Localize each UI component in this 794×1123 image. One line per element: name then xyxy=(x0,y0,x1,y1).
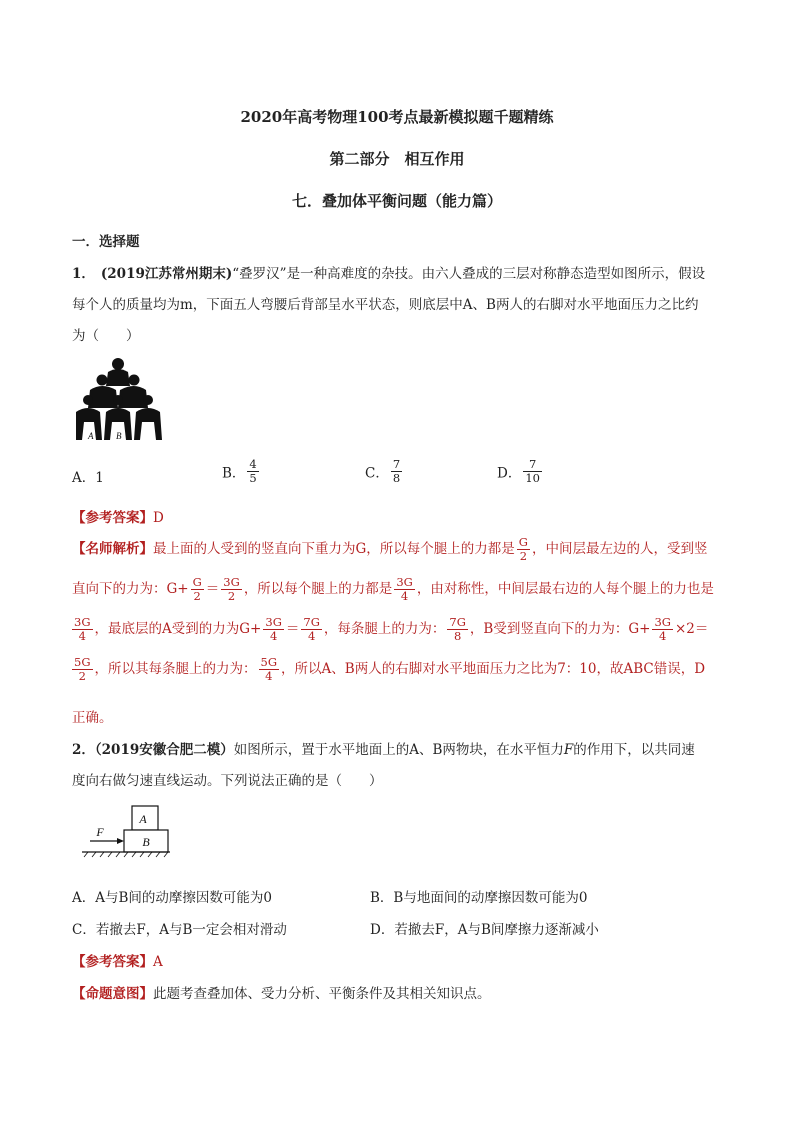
q1-option-a: A．1 xyxy=(72,470,104,486)
q2-source: （2019安徽合肥二模） xyxy=(94,742,234,758)
q1-text1: “叠罗汉”是一种高难度的杂技。由六人叠成的三层对称静态造型如图所示，假设 xyxy=(232,266,706,282)
q2-line1: 2．（2019安徽合肥二模）如图所示，置于水平地面上的A、B两物块，在水平恒力F的作用下，以共同速 xyxy=(72,742,695,758)
q2-option-a: A．A与B间的动摩擦因数可能为0 xyxy=(72,890,273,906)
q1-line2: 每个人的质量均为m，下面五人弯腰后背部呈水平状态，则底层中A、B两人的右脚对水平地面压力之比约 xyxy=(72,297,699,313)
q1-line3: 为（ ） xyxy=(72,328,140,344)
q1-analysis-line3: $\frac{3G}{4}$ ，最底层的A受到的力为G+ $\frac{3G}{4}$ ＝ $\frac{7G}{4}$ ，每条腿上的力为： $\frac{7G}{8}$ ，B受到竖直向下的力为：G+ $\frac{3G}{4}$ ×2＝ xyxy=(74,615,709,643)
q1-answer: 【参考答案】D xyxy=(72,510,164,526)
acrobat-pyramid-figure xyxy=(72,356,164,444)
figure-label-b: B xyxy=(116,431,122,441)
q1-source: (2019江苏常州期末) xyxy=(100,266,233,282)
q2-option-c: C．若撤去F，A与B一定会相对滑动 xyxy=(72,922,287,938)
q2-answer: 【参考答案】A xyxy=(72,954,163,970)
q2-intent: 【命题意图】此题考查叠加体、受力分析、平衡条件及其相关知识点。 xyxy=(72,986,491,1002)
chapter-title: 七．叠加体平衡问题（能力篇） xyxy=(291,192,502,210)
part-title: 第二部分 相互作用 xyxy=(329,150,465,168)
q2-option-d: D．若撤去F，A与B间摩擦力逐渐减小 xyxy=(370,922,599,938)
q1-option-d: D． $\frac{7}{10}$ xyxy=(497,457,540,485)
q1-analysis-line5: 正确。 xyxy=(72,710,113,726)
document-title: 2020年高考物理100考点最新模拟题千题精练 xyxy=(240,108,554,126)
blocks-figure xyxy=(80,804,172,858)
q2-line2: 度向右做匀速直线运动。下列说法正确的是（ ） xyxy=(72,773,383,789)
q1-analysis-line4: $\frac{5G}{2}$ ，所以其每条腿上的力为： $\frac{5G}{4}$ ，所以A、B两人的右脚对水平地面压力之比为7：10，故ABC错误，D xyxy=(74,655,706,683)
q1-option-b: B． $\frac{4}{5}$ xyxy=(222,457,257,485)
q1-analysis-line1: 【名师解析】最上面的人受到的竖直向下重力为G，所以每个腿上的力都是 $\frac{G}{2}$ ，中间层最左边的人，受到竖 xyxy=(72,535,708,563)
q1-number: 1． xyxy=(72,266,95,282)
q1-line1 xyxy=(72,262,705,282)
block-a-label: A xyxy=(139,812,147,826)
figure-label-a: A xyxy=(88,431,94,441)
q2-option-b: B．B与地面间的动摩擦因数可能为0 xyxy=(370,890,588,906)
q1-option-c: C． $\frac{7}{8}$ xyxy=(365,457,401,485)
force-f-label: F xyxy=(96,825,104,839)
section-heading: 一．选择题 xyxy=(72,234,140,250)
q2-number: 2． xyxy=(72,742,95,758)
q1-analysis-line2: 直向下的力为：G+ $\frac{G}{2}$ ＝ $\frac{3G}{2}$ ，所以每个腿上的力都是 $\frac{3G}{4}$ ，由对称性，中间层最右边的人每个腿上的力也是 xyxy=(72,575,714,603)
block-b-label: B xyxy=(142,835,150,849)
